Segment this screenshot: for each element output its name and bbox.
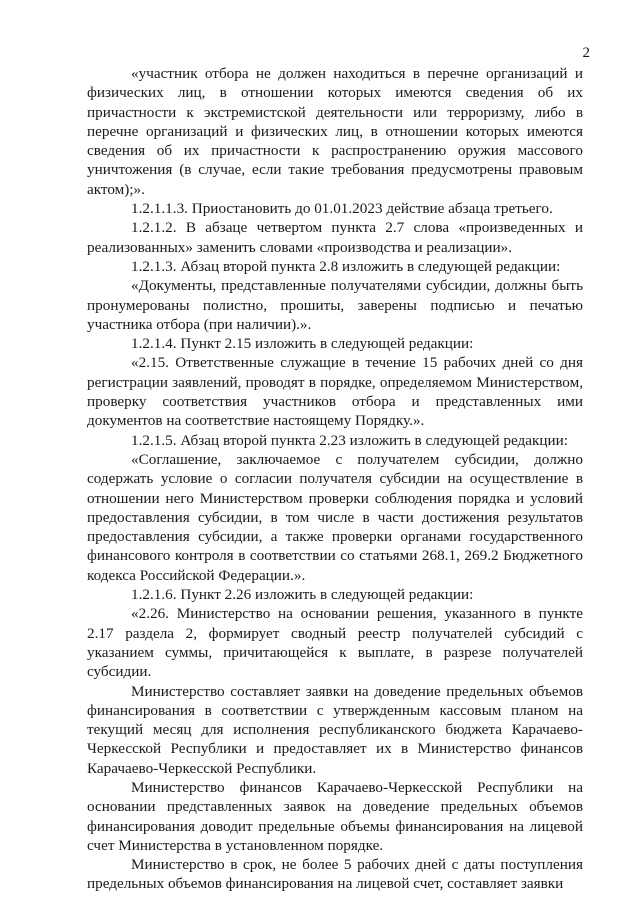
paragraph: «Документы, представленные получателями субсидии, должны быть пронумерованы полистно, прошиты, заверены подписью и печатью участника отбора (при наличии).». (87, 277, 583, 333)
paragraph: «2.15. Ответственные служащие в течение 15 рабочих дней со дня регистрации заявлений, проводят в порядке, определяемом Министерством, проверку соответствия участников отбора и представленных ими документов на соответствие настоящему Порядку.». (87, 354, 583, 430)
paragraph: 1.2.1.4. Пункт 2.15 изложить в следующей редакции: (131, 335, 474, 353)
paragraph: Министерство составляет заявки на доведение предельных объемов финансирования в соответствии с утвержденным кассовым планом на текущий месяц для исполнения республиканского бюджета Карачаево-Черкесской Республики и предоставляет их в Министерство финансов Карачаево-Черкесской Республики. (87, 682, 583, 777)
paragraph: «2.26. Министерство на основании решения, указанного в пункте 2.17 раздела 2, формирует сводный реестр получателей субсидий с указанием суммы, причитающейся к выплате, в разрезе получателей субсидии. (87, 605, 583, 681)
paragraph: «участник отбора не должен находиться в перечне организаций и физических лиц, в отношении которых имеются сведения об их причастности к экстремистской деятельности или терроризму, либо в перечне организаций и физических лиц, в отношении которых имеются сведения об их причастности к распространению оружия массового уничтожения (в случае, если такие требования предусмотрены правовым актом);». (87, 65, 583, 198)
paragraph: Министерство финансов Карачаево-Черкесской Республики на основании представленных заявок на доведение предельных объемов финансирования доводит предельные объемы финансирования на лицевой счет Министерства в установленном порядке. (87, 778, 583, 854)
paragraph: Министерство в срок, не более 5 рабочих дней с даты поступления предельных объемов финансирования на лицевой счет, составляет заявки (87, 856, 583, 893)
paragraph: 1.2.1.5. Абзац второй пункта 2.23 изложить в следующей редакции: (131, 431, 568, 449)
paragraph: 1.2.1.6. Пункт 2.26 изложить в следующей редакции: (131, 586, 474, 604)
paragraph: «Соглашение, заключаемое с получателем субсидии, должно содержать условие о согласии получателя субсидии на осуществление в отношении него Министерством проверки соблюдения порядка и условий предоставления субсидии, в том числе в части достижения результатов предоставления субсидии, а также проверки органами государственного финансового контроля в соответствии со статьями 268.1, 269.2 Бюджетного кодекса Российской Федерации.». (87, 450, 583, 584)
paragraph: 1.2.1.1.3. Приостановить до 01.01.2023 действие абзаца третьего. (131, 200, 553, 218)
page-number: 2 (582, 45, 590, 61)
paragraph: 1.2.1.3. Абзац второй пункта 2.8 изложить в следующей редакции: (131, 257, 561, 275)
document-body (87, 64, 583, 894)
paragraph: 1.2.1.2. В абзаце четвертом пункта 2.7 слова «произведенных и реализованных» заменить словами «производства и реализации». (87, 219, 583, 256)
